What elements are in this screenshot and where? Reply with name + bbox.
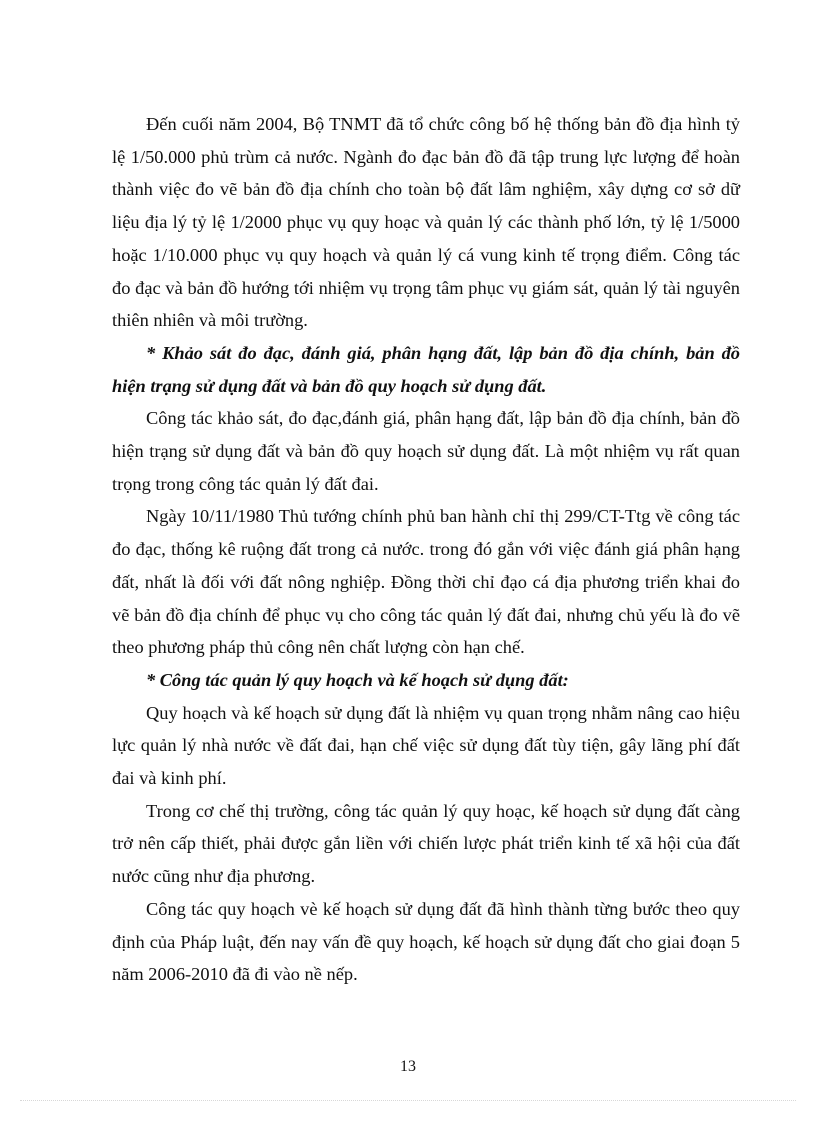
paragraph-map-survey: Đến cuối năm 2004, Bộ TNMT đã tổ chức công bố hệ thống bản đồ địa hình tỷ lệ 1/50.000 phủ trùm cả nước. Ngành đo đạc bản đồ đã tập trung lực lượng để hoàn thành việc đo vẽ bản đồ địa chính cho toàn bộ đất lâm nghiệm, xây dựng cơ sở dữ liệu địa lý tỷ lệ 1/2000 phục vụ quy hoạc và quản lý các thành phố lớn, tỷ lệ 1/5000 hoặc 1/10.000 phục vụ quy hoạch và quản lý cá vung kinh tế trọng điểm. Công tác đo đạc và bản đồ hướng tới nhiệm vụ trọng tâm phục vụ giám sát, quản lý tài nguyên thiên nhiên và môi trường. <box>112 114 740 331</box>
paragraph-planning-progress: Công tác quy hoạch vè kế hoạch sử dụng đất đã hình thành từng bước theo quy định của Pháp luật, đến nay vấn đề quy hoạch, kế hoạch sử dụng đất cho giai đoạn 5 năm 2006-2010 đã đi vào nề nếp. <box>112 898 740 985</box>
section-heading-land-survey: * Khảo sát đo đạc, đánh giá, phân hạng đất, lập bản đồ địa chính, bản đồ hiện trạng sử dụng đất và bản đồ quy hoạch sử dụng đất. <box>112 342 740 396</box>
section-heading-planning: * Công tác quản lý quy hoạch và kế hoạch sử dụng đất: <box>146 669 569 690</box>
paragraph-market-mechanism: Trong cơ chế thị trường, công tác quản lý quy hoạc, kế hoạch sử dụng đất càng trở nên cấp thiết, phải được gắn liền với chiến lược phát triển kinh tế xã hội của đất nước cũng như địa phương. <box>112 800 740 887</box>
paragraph-survey-work: Công tác khảo sát, đo đạc,đánh giá, phân hạng đất, lập bản đồ địa chính, bản đồ hiện trạng sử dụng đất và bản đồ quy hoạch sử dụng đất. Là một nhiệm vụ rất quan trọng trong công tác quản lý đất đai. <box>112 408 740 494</box>
page-number: 13 <box>400 1058 416 1075</box>
paragraph-directive-299: Ngày 10/11/1980 Thủ tướng chính phủ ban hành chỉ thị 299/CT-Ttg về công tác đo đạc, thống kê ruộng đất trong cả nước. trong đó gắn với việc đánh giá phân hạng đất, nhất là đối với đất nông nghiệp. Đồng thời chỉ đạo cá địa phương triển khai đo vẽ bản đồ địa chính để phục vụ cho công tác quản lý đất đai, nhưng chủ yếu là đo vẽ theo phương pháp thủ công nên chất lượng còn hạn chế. <box>112 506 740 658</box>
page-bottom-divider <box>20 1100 796 1101</box>
page-body <box>112 108 740 991</box>
paragraph-planning-task: Quy hoạch và kế hoạch sử dụng đất là nhiệm vụ quan trọng nhằm nâng cao hiệu lực quản lý nhà nước về đất đai, hạn chế việc sử dụng đất tùy tiện, gây lãng phí đất đai và kinh phí. <box>112 702 740 789</box>
